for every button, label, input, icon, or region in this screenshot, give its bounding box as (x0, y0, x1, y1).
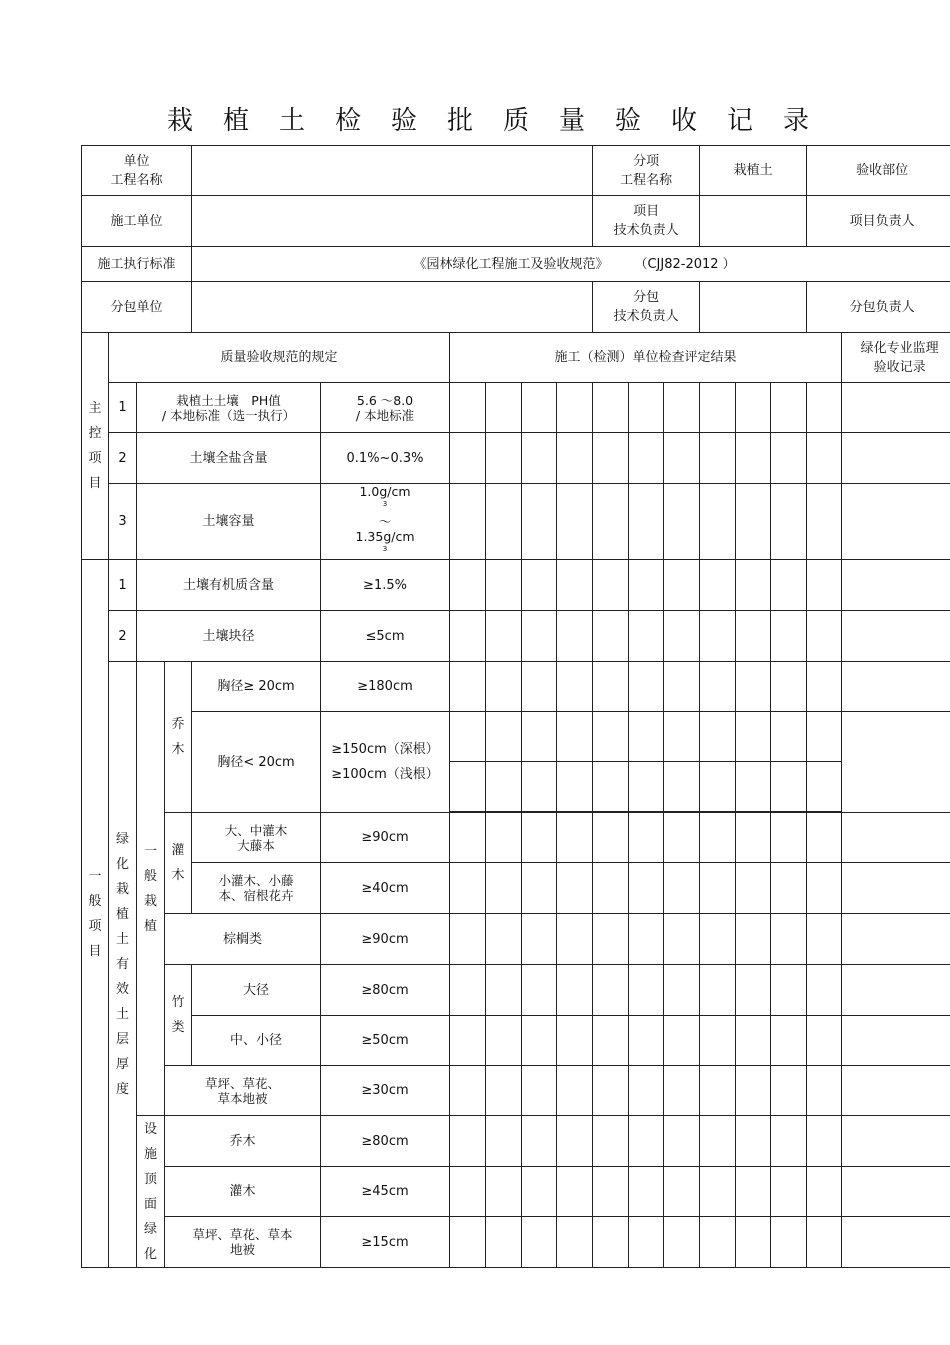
result-cell[interactable] (557, 863, 593, 914)
item-standard: ≥80cm (321, 965, 450, 1016)
result-cell[interactable] (450, 712, 486, 762)
result-cell[interactable] (450, 1116, 486, 1167)
result-cell[interactable] (450, 965, 486, 1016)
result-cell[interactable] (807, 1116, 842, 1167)
item-no: 1 (109, 560, 137, 611)
subcontract-unit-field[interactable] (192, 282, 593, 333)
result-cell[interactable] (450, 1167, 486, 1217)
result-cell[interactable] (557, 1066, 593, 1116)
result-cell[interactable] (736, 1217, 771, 1268)
result-cell[interactable] (700, 863, 736, 914)
thickness-label: 绿化栽植土有效土层厚度 (109, 662, 137, 1268)
supervisor-cell[interactable] (842, 484, 950, 560)
construction-unit-label: 施工单位 (82, 196, 192, 247)
result-cell[interactable] (700, 712, 736, 762)
result-cell[interactable] (486, 914, 522, 965)
result-cell[interactable] (771, 484, 807, 560)
sub-manager-label: 分包负责人 (807, 282, 950, 333)
result-cell[interactable] (807, 712, 842, 762)
result-cell[interactable] (807, 383, 842, 433)
result-cell[interactable] (736, 1116, 771, 1167)
result-cell[interactable] (557, 560, 593, 611)
item-name: 大、中灌木 大藤本 (192, 813, 321, 863)
result-cell[interactable] (486, 1066, 522, 1116)
result-cell[interactable] (736, 914, 771, 965)
item-name: 乔木 (165, 1116, 321, 1167)
result-cell[interactable] (664, 1167, 700, 1217)
sub-tech-lead-field[interactable] (700, 282, 807, 333)
result-cell[interactable] (771, 914, 807, 965)
result-cell[interactable] (522, 965, 557, 1016)
result-cell[interactable] (664, 433, 700, 484)
result-cell[interactable] (593, 965, 629, 1016)
result-cell[interactable] (486, 611, 522, 662)
item-standard: 5.6 ～8.0 / 本地标准 (321, 383, 450, 433)
supervisor-cell[interactable] (842, 813, 950, 863)
result-cell[interactable] (664, 914, 700, 965)
result-cell[interactable] (593, 1167, 629, 1217)
result-cell[interactable] (629, 383, 664, 433)
result-cell[interactable] (736, 484, 771, 560)
result-cell[interactable] (664, 484, 700, 560)
result-cell[interactable] (807, 1167, 842, 1217)
item-name: 棕榈类 (165, 914, 321, 965)
result-cell[interactable] (807, 1217, 842, 1268)
result-cell[interactable] (736, 813, 771, 863)
result-cell[interactable] (700, 1016, 736, 1066)
result-cell[interactable] (771, 1016, 807, 1066)
table-row (82, 712, 950, 762)
project-manager-label: 项目负责人 (807, 196, 950, 247)
result-cell[interactable] (522, 484, 557, 560)
result-cell[interactable] (557, 433, 593, 484)
result-cell[interactable] (736, 762, 771, 812)
item-no: 1 (109, 383, 137, 433)
result-cell[interactable] (629, 611, 664, 662)
item-name: 大径 (192, 965, 321, 1016)
result-cell[interactable] (557, 965, 593, 1016)
item-no: 2 (109, 433, 137, 484)
result-cell[interactable] (771, 863, 807, 914)
result-cell[interactable] (522, 1066, 557, 1116)
result-cell[interactable] (664, 1217, 700, 1268)
result-cell[interactable] (450, 484, 486, 560)
supervisor-column-header: 绿化专业监理 验收记录 (842, 333, 950, 383)
result-cell[interactable] (522, 433, 557, 484)
result-cell[interactable] (593, 1116, 629, 1167)
result-cell[interactable] (486, 560, 522, 611)
supervisor-cell[interactable] (842, 1217, 950, 1268)
result-cell[interactable] (522, 762, 557, 812)
result-cell[interactable] (736, 560, 771, 611)
result-cell[interactable] (736, 1167, 771, 1217)
result-cell[interactable] (700, 433, 736, 484)
item-name: 胸径≥ 20cm (192, 662, 321, 712)
project-tech-lead-label: 项目 技术负责人 (593, 196, 700, 247)
item-name: 土壤有机质含量 (137, 560, 321, 611)
result-cell[interactable] (771, 712, 807, 762)
result-cell[interactable] (807, 662, 842, 712)
project-tech-lead-field[interactable] (700, 196, 807, 247)
table-row (82, 965, 950, 1016)
item-standard: ≥180cm (321, 662, 450, 712)
result-cell[interactable] (522, 914, 557, 965)
supervisor-cell[interactable] (842, 560, 950, 611)
result-cell[interactable] (629, 484, 664, 560)
page-title: 栽植土检验批质量验收记录 (166, 106, 839, 136)
item-standard: ≥40cm (321, 863, 450, 914)
result-cell[interactable] (700, 813, 736, 863)
result-cell[interactable] (700, 914, 736, 965)
result-cell[interactable] (629, 762, 664, 812)
supervisor-cell[interactable] (842, 1016, 950, 1066)
supervisor-cell[interactable] (842, 1116, 950, 1167)
supervisor-cell[interactable] (842, 965, 950, 1016)
subcontract-unit-label: 分包单位 (82, 282, 192, 333)
result-cell[interactable] (486, 484, 522, 560)
result-cell[interactable] (771, 1066, 807, 1116)
result-cell[interactable] (664, 560, 700, 611)
unit-project-name-field[interactable] (192, 146, 593, 196)
result-cell[interactable] (450, 863, 486, 914)
sub-tech-lead-label: 分包 技术负责人 (593, 282, 700, 333)
result-cell[interactable] (450, 383, 486, 433)
result-cell[interactable] (771, 1217, 807, 1268)
supervisor-cell[interactable] (842, 383, 950, 433)
result-cell[interactable] (664, 1016, 700, 1066)
result-cell[interactable] (522, 1217, 557, 1268)
result-cell[interactable] (557, 1116, 593, 1167)
result-cell[interactable] (629, 1066, 664, 1116)
sub-project-name-value: 栽植土 (700, 146, 807, 196)
result-cell[interactable] (450, 433, 486, 484)
result-cell[interactable] (486, 762, 522, 812)
result-cell[interactable] (593, 1217, 629, 1268)
result-cell[interactable] (486, 1167, 522, 1217)
result-cell[interactable] (486, 1116, 522, 1167)
general-items-label: 一般项目 (82, 560, 109, 1268)
result-cell[interactable] (700, 1066, 736, 1116)
table-row (82, 383, 950, 433)
supervisor-cell[interactable] (842, 662, 950, 712)
result-cell[interactable] (807, 914, 842, 965)
table-row (82, 1066, 950, 1116)
result-cell[interactable] (700, 611, 736, 662)
result-cell[interactable] (629, 1167, 664, 1217)
result-cell[interactable] (664, 762, 700, 812)
table-row (82, 433, 950, 484)
result-cell[interactable] (522, 813, 557, 863)
result-cell[interactable] (629, 560, 664, 611)
result-cell[interactable] (450, 1217, 486, 1268)
table-row (82, 1167, 950, 1217)
result-cell[interactable] (486, 1016, 522, 1066)
item-name: 中、小径 (192, 1016, 321, 1066)
result-cell[interactable] (629, 914, 664, 965)
result-cell[interactable] (629, 1217, 664, 1268)
result-cell[interactable] (771, 1167, 807, 1217)
result-cell[interactable] (557, 762, 593, 812)
result-cell[interactable] (557, 662, 593, 712)
result-cell[interactable] (450, 1066, 486, 1116)
table-row (82, 1116, 950, 1167)
result-cell[interactable] (557, 484, 593, 560)
result-cell[interactable] (522, 611, 557, 662)
result-cell[interactable] (771, 762, 807, 812)
result-cell[interactable] (593, 383, 629, 433)
item-name: 草坪、草花、草本 地被 (165, 1217, 321, 1268)
sub-project-name-label: 分项 工程名称 (593, 146, 700, 196)
result-cell[interactable] (522, 560, 557, 611)
result-cell[interactable] (807, 611, 842, 662)
result-cell[interactable] (807, 863, 842, 914)
result-cell[interactable] (664, 965, 700, 1016)
supervisor-cell[interactable] (842, 1066, 950, 1116)
result-cell[interactable] (664, 1066, 700, 1116)
item-standard: 0.1%~0.3% (321, 433, 450, 484)
item-standard: ≥30cm (321, 1066, 450, 1116)
result-cell[interactable] (771, 662, 807, 712)
result-cell[interactable] (736, 863, 771, 914)
table-row (82, 813, 950, 863)
item-name: 灌木 (165, 1167, 321, 1217)
result-cell[interactable] (736, 383, 771, 433)
result-cell[interactable] (557, 712, 593, 762)
result-cell[interactable] (629, 863, 664, 914)
result-cell[interactable] (736, 611, 771, 662)
item-standard: 1.0g/cm $^3$ ～ 1.35g/cm $^3$ (321, 484, 450, 560)
result-cell[interactable] (771, 813, 807, 863)
result-cell[interactable] (593, 560, 629, 611)
result-cell[interactable] (700, 762, 736, 812)
result-cell[interactable] (736, 965, 771, 1016)
result-cell[interactable] (807, 560, 842, 611)
result-cell[interactable] (557, 611, 593, 662)
shrub-label: 灌木 (165, 813, 192, 914)
result-cell[interactable] (593, 1066, 629, 1116)
result-cell[interactable] (629, 813, 664, 863)
item-standard: ≥45cm (321, 1167, 450, 1217)
table-row (82, 1217, 950, 1268)
item-standard: ≤5cm (321, 611, 450, 662)
result-cell[interactable] (450, 1016, 486, 1066)
result-cell[interactable] (629, 1016, 664, 1066)
result-cell[interactable] (771, 611, 807, 662)
result-cell[interactable] (557, 1217, 593, 1268)
general-planting-label: 一般栽植 (137, 662, 165, 1116)
result-cell[interactable] (557, 914, 593, 965)
result-cell[interactable] (807, 762, 842, 812)
result-cell[interactable] (629, 965, 664, 1016)
result-cell[interactable] (486, 383, 522, 433)
item-standard: ≥90cm (321, 813, 450, 863)
result-cell[interactable] (629, 712, 664, 762)
result-cell[interactable] (736, 1016, 771, 1066)
result-cell[interactable] (629, 433, 664, 484)
result-cell[interactable] (593, 762, 629, 812)
result-cell[interactable] (450, 762, 486, 812)
result-cell[interactable] (593, 914, 629, 965)
result-cell[interactable] (807, 484, 842, 560)
result-cell[interactable] (486, 433, 522, 484)
result-cell[interactable] (522, 1116, 557, 1167)
table-row (82, 611, 950, 662)
item-standard: ≥15cm (321, 1217, 450, 1268)
item-name: 栽植土土壤 PH值 / 本地标准（选一执行） (137, 383, 321, 433)
result-cell[interactable] (486, 1217, 522, 1268)
item-no: 2 (109, 611, 137, 662)
result-cell[interactable] (593, 662, 629, 712)
table-row (82, 914, 950, 965)
result-cell[interactable] (807, 433, 842, 484)
item-name: 胸径< 20cm (192, 712, 321, 813)
supervisor-cell[interactable] (842, 914, 950, 965)
result-cell[interactable] (486, 813, 522, 863)
construction-unit-field[interactable] (192, 196, 593, 247)
result-cell[interactable] (664, 712, 700, 762)
supervisor-cell[interactable] (842, 1167, 950, 1217)
result-cell[interactable] (486, 863, 522, 914)
result-cell[interactable] (807, 1066, 842, 1116)
result-cell[interactable] (700, 560, 736, 611)
result-cell[interactable] (807, 965, 842, 1016)
item-standard: ≥1.5% (321, 560, 450, 611)
result-cell[interactable] (522, 1167, 557, 1217)
result-cell[interactable] (486, 965, 522, 1016)
supervisor-cell[interactable] (842, 712, 950, 813)
result-cell[interactable] (522, 383, 557, 433)
result-cell[interactable] (629, 662, 664, 712)
item-standard: ≥90cm (321, 914, 450, 965)
supervisor-cell[interactable] (842, 863, 950, 914)
result-cell[interactable] (736, 1066, 771, 1116)
result-cell[interactable] (664, 611, 700, 662)
result-cell[interactable] (629, 1116, 664, 1167)
result-cell[interactable] (700, 1116, 736, 1167)
item-standard: ≥150cm（深根） ≥100cm（浅根） (321, 712, 450, 813)
result-cell[interactable] (771, 433, 807, 484)
roof-greening-label: 设施顶面绿化 (137, 1116, 165, 1268)
unit-project-name-label: 单位 工程名称 (82, 146, 192, 196)
main-control-label: 主控项目 (82, 333, 109, 560)
result-cell[interactable] (700, 1217, 736, 1268)
result-cell[interactable] (522, 1016, 557, 1066)
result-cell[interactable] (700, 965, 736, 1016)
result-cell[interactable] (771, 560, 807, 611)
result-cell[interactable] (771, 965, 807, 1016)
result-column-header: 施工（检测）单位检查评定结果 (450, 333, 842, 383)
result-cell[interactable] (486, 662, 522, 712)
result-cell[interactable] (593, 712, 629, 762)
result-cell[interactable] (664, 662, 700, 712)
item-name: 小灌木、小藤 本、宿根花卉 (192, 863, 321, 914)
result-cell[interactable] (450, 813, 486, 863)
result-cell[interactable] (522, 662, 557, 712)
result-cell[interactable] (664, 813, 700, 863)
result-cell[interactable] (736, 433, 771, 484)
result-cell[interactable] (450, 611, 486, 662)
table-row (82, 863, 950, 914)
result-cell[interactable] (522, 712, 557, 762)
result-cell[interactable] (807, 1016, 842, 1066)
item-standard: ≥50cm (321, 1016, 450, 1066)
result-cell[interactable] (557, 1167, 593, 1217)
result-cell[interactable] (450, 914, 486, 965)
result-cell[interactable] (486, 712, 522, 762)
result-cell[interactable] (700, 1167, 736, 1217)
supervisor-cell[interactable] (842, 611, 950, 662)
result-cell[interactable] (450, 662, 486, 712)
result-cell[interactable] (736, 712, 771, 762)
result-cell[interactable] (593, 863, 629, 914)
standard-label: 施工执行标准 (82, 247, 192, 282)
bamboo-label: 竹类 (165, 965, 192, 1066)
result-cell[interactable] (664, 383, 700, 433)
standard-value: 《园林绿化工程施工及验收规范》 （CJJ82-2012 ） (192, 247, 950, 282)
item-no: 3 (109, 484, 137, 560)
acceptance-record-table (81, 145, 950, 1268)
result-cell[interactable] (593, 484, 629, 560)
result-cell[interactable] (593, 433, 629, 484)
item-standard: ≥80cm (321, 1116, 450, 1167)
result-cell[interactable] (557, 383, 593, 433)
item-name: 草坪、草花、 草本地被 (165, 1066, 321, 1116)
table-row (82, 560, 950, 611)
result-cell[interactable] (700, 484, 736, 560)
result-cell[interactable] (593, 1016, 629, 1066)
result-cell[interactable] (664, 1116, 700, 1167)
result-cell[interactable] (771, 1116, 807, 1167)
result-cell[interactable] (593, 611, 629, 662)
acceptance-part-label: 验收部位 (807, 146, 950, 196)
result-cell[interactable] (700, 662, 736, 712)
supervisor-cell[interactable] (842, 433, 950, 484)
item-name: 土壤容量 (137, 484, 321, 560)
result-cell[interactable] (522, 863, 557, 914)
result-cell[interactable] (593, 813, 629, 863)
table-row (82, 662, 950, 712)
result-cell[interactable] (557, 1016, 593, 1066)
spec-column-header: 质量验收规范的规定 (109, 333, 450, 383)
item-name: 土壤全盐含量 (137, 433, 321, 484)
result-cell[interactable] (700, 383, 736, 433)
table-row (82, 1016, 950, 1066)
result-cell[interactable] (807, 813, 842, 863)
result-cell[interactable] (450, 560, 486, 611)
table-row (82, 484, 950, 560)
item-name: 土壤块径 (137, 611, 321, 662)
result-cell[interactable] (664, 863, 700, 914)
result-cell[interactable] (771, 383, 807, 433)
result-cell[interactable] (736, 662, 771, 712)
tree-label: 乔木 (165, 662, 192, 813)
result-cell[interactable] (557, 813, 593, 863)
